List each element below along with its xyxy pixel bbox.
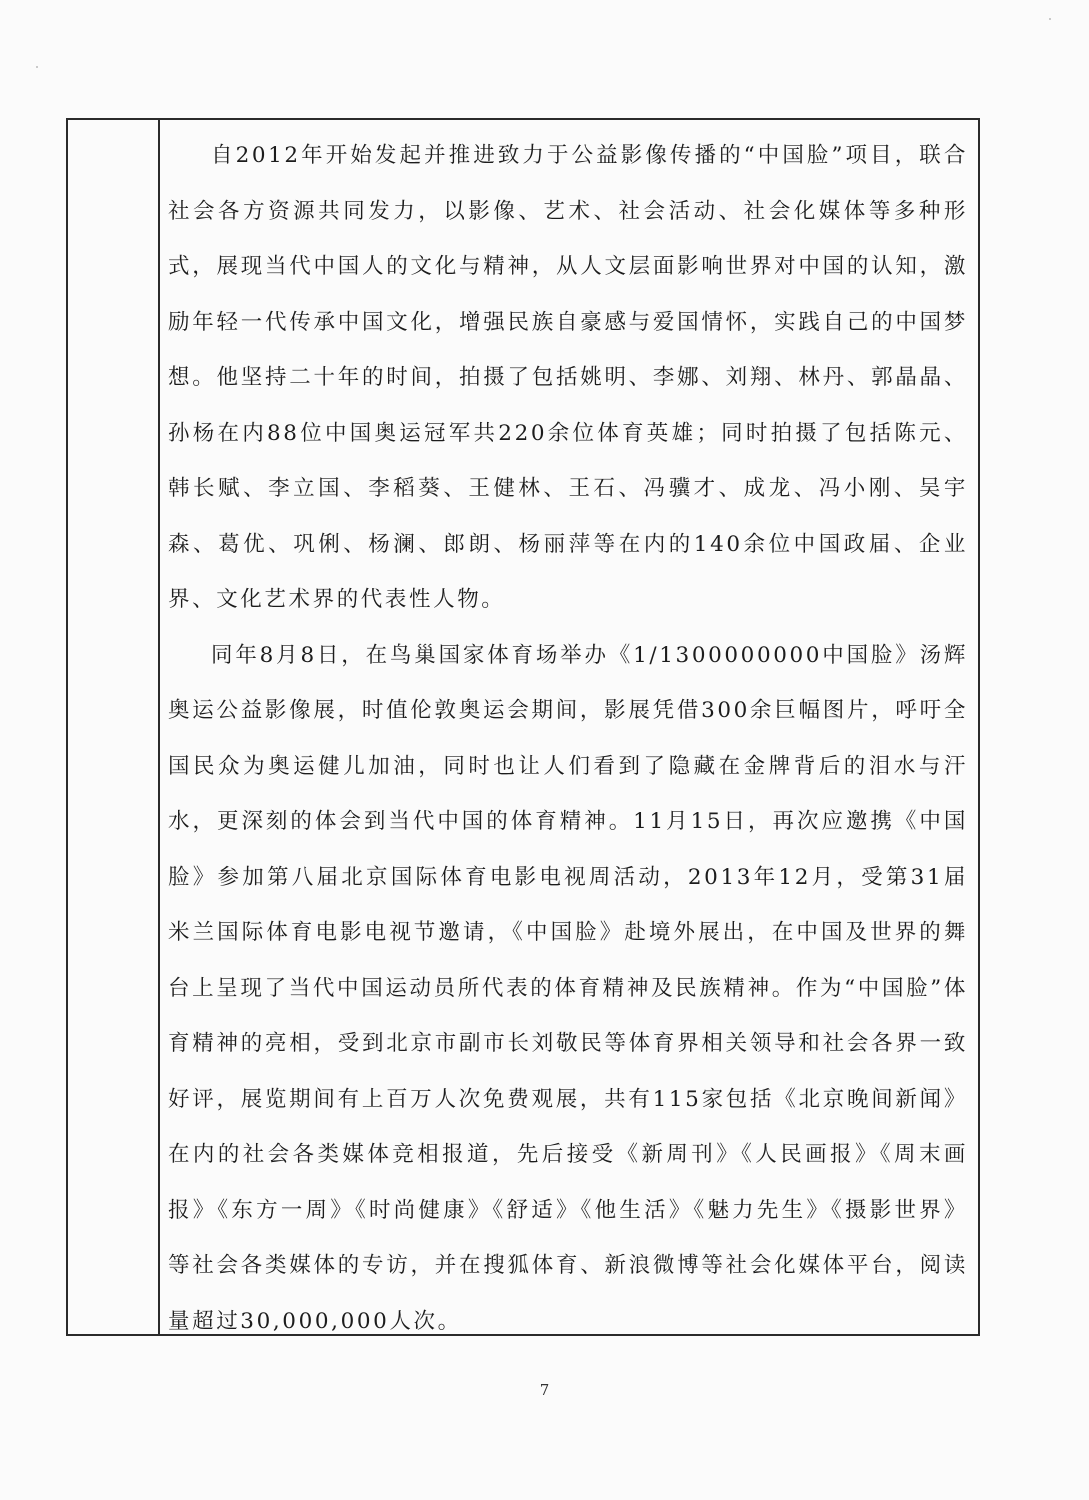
- column-divider: [158, 120, 160, 1334]
- form-table: [66, 118, 980, 1336]
- paragraph-1: 自2012年开始发起并推进致力于公益影像传播的“中国脸”项目，联合社会各方资源共同发力，以影像、艺术、社会活动、社会化媒体等多种形式，展现当代中国人的文化与精神，从人文层面影响世界对中国的认知，激励年轻一代传承中国文化，增强民族自豪感与爱国情怀，实践自己的中国梦想。他坚持二十年的时间，拍摄了包括姚明、李娜、刘翔、林丹、郭晶晶、孙杨在内88位中国奥运冠军共220余位体育英雄；同时拍摄了包括陈元、韩长赋、李立国、李稻葵、王健林、王石、冯骥才、成龙、冯小刚、吴宇森、葛优、巩俐、杨澜、郎朗、杨丽萍等在内的140余位中国政届、企业界、文化艺术界的代表性人物。: [168, 143, 968, 612]
- scan-speck: [36, 66, 38, 68]
- scan-speck: [1049, 18, 1051, 20]
- paragraph-2: 同年8月8日，在鸟巢国家体育场举办《1/1300000000中国脸》汤辉奥运公益影像展，时值伦敦奥运会期间，影展凭借300余巨幅图片，呼吁全国民众为奥运健儿加油，同时也让人们看到了隐藏在金牌背后的泪水与汗水，更深刻的体会到当代中国的体育精神。11月15日，再次应邀携《中国脸》参加第八届北京国际体育电影电视周活动，2013年12月，受第31届米兰国际体育电影电视节邀请，《中国脸》赴境外展出，在中国及世界的舞台上呈现了当代中国运动员所代表的体育精神及民族精神。作为“中国脸”体育精神的亮相，受到北京市副市长刘敬民等体育界相关领导和社会各界一致好评，展览期间有上百万人次免费观展，共有115家包括《北京晚间新闻》在内的社会各类媒体竞相报道，先后接受《新周刊》《人民画报》《周末画报》《东方一周》《时尚健康》《舒适》《他生活》《魅力先生》《摄影世界》等社会各类媒体的专访，并在搜狐体育、新浪微博等社会化媒体平台，阅读量超过30,000,000人次。: [168, 642, 968, 1334]
- content-cell: [168, 128, 968, 1349]
- page-number: 7: [539, 1381, 550, 1399]
